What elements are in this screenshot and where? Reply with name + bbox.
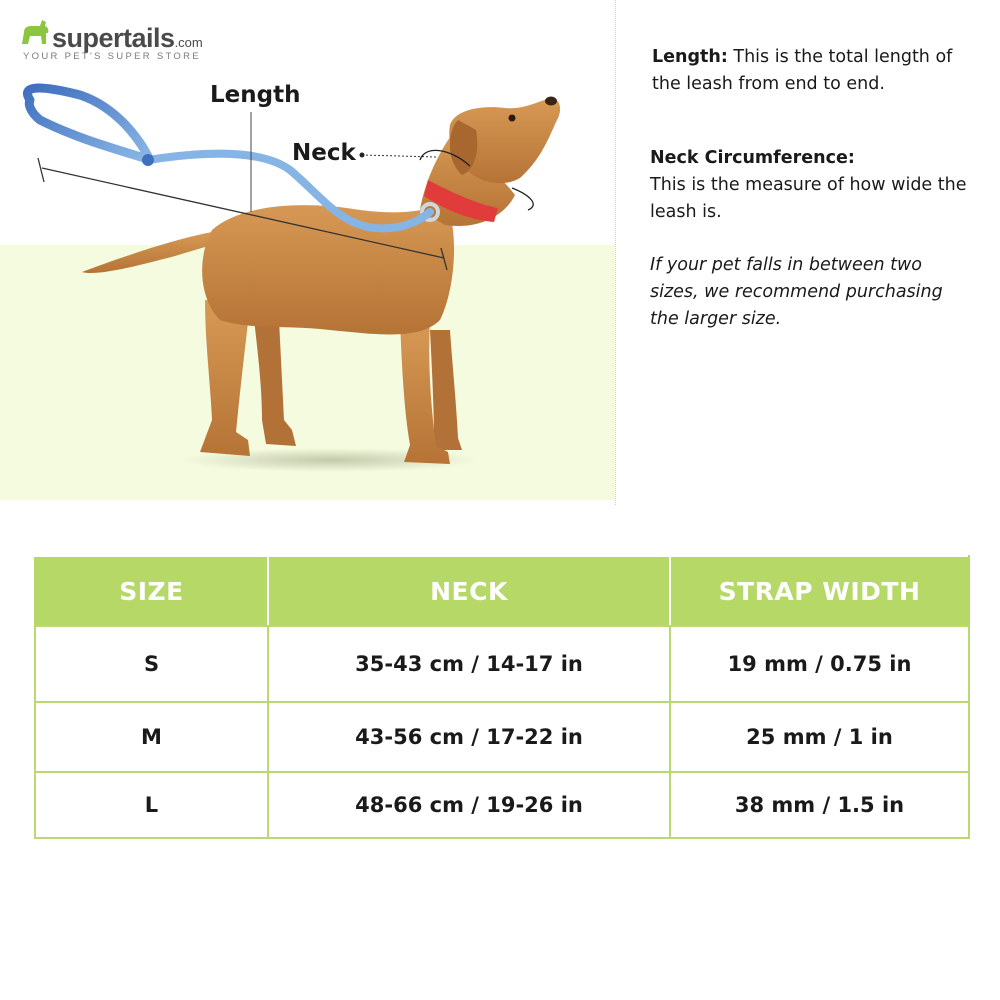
size-recommendation-note: If your pet falls in between two sizes, we recommend purchasing the larger size. xyxy=(650,255,943,329)
dog-front-leg-far xyxy=(430,330,462,450)
neck-label-pointer xyxy=(362,155,436,157)
length-description: Length: This is the total length of the leash from end to end. xyxy=(652,47,953,94)
cell-size: S xyxy=(35,626,268,702)
leash-loop xyxy=(27,88,150,160)
cell-strap-width: 25 mm / 1 in xyxy=(670,702,969,772)
cell-neck: 48-66 cm / 19-26 in xyxy=(268,772,670,838)
brand-wordmark: supertails.com xyxy=(52,23,203,53)
header-strap-width: STRAP WIDTH xyxy=(670,556,969,626)
dog-nose xyxy=(545,97,557,106)
length-measure-cap-left xyxy=(38,158,44,182)
length-label: Length xyxy=(210,82,301,108)
illustration-panel xyxy=(0,0,615,500)
section-divider xyxy=(615,0,616,505)
table-row xyxy=(35,702,969,772)
header-neck: NECK xyxy=(268,556,670,626)
header-size: SIZE xyxy=(35,556,268,626)
dog-tail xyxy=(82,232,216,273)
neck-measure-arc-bottom xyxy=(512,188,533,210)
neck-description: Neck Circumference: This is the measure of how wide the leash is. xyxy=(650,148,967,222)
dog-silhouette-icon xyxy=(18,14,52,48)
leash-knot xyxy=(142,154,154,166)
neck-label-dot xyxy=(360,153,365,158)
cell-strap-width: 19 mm / 0.75 in xyxy=(670,626,969,702)
cell-size: M xyxy=(35,702,268,772)
table-row xyxy=(35,626,969,702)
neck-label: Neck xyxy=(292,140,356,166)
brand-logo[interactable] xyxy=(18,14,218,66)
table-header-row xyxy=(35,556,969,626)
dog-illustration xyxy=(0,0,615,500)
cell-neck: 35-43 cm / 14-17 in xyxy=(268,626,670,702)
cell-strap-width: 38 mm / 1.5 in xyxy=(670,772,969,838)
size-chart-table xyxy=(34,555,970,839)
cell-size: L xyxy=(35,772,268,838)
dog-eye xyxy=(509,115,516,122)
cell-neck: 43-56 cm / 17-22 in xyxy=(268,702,670,772)
table-row xyxy=(35,772,969,838)
brand-tagline: YOUR PET'S SUPER STORE xyxy=(23,51,201,62)
